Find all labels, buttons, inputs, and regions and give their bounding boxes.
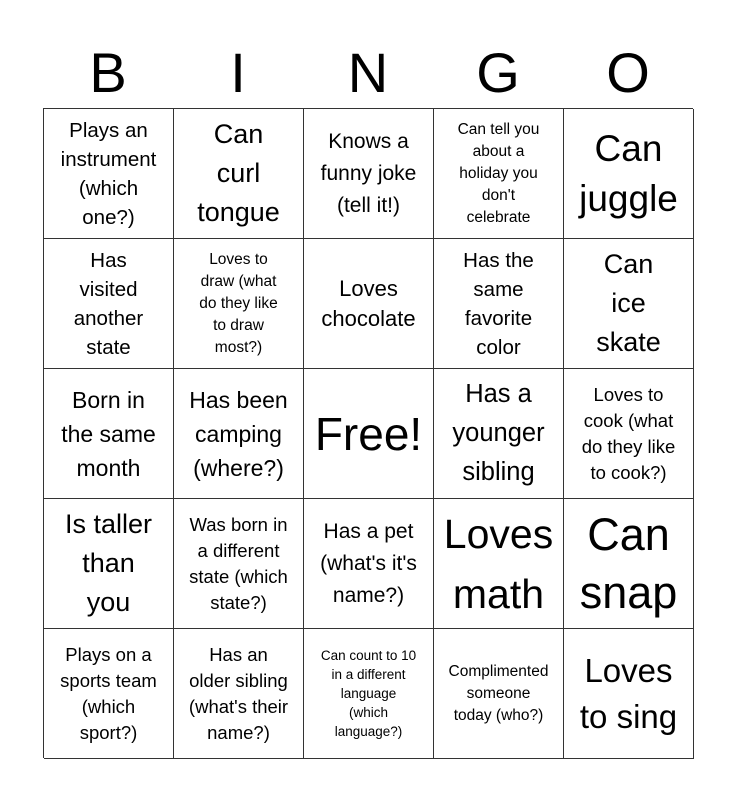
bingo-header [43,38,693,108]
bingo-cell-r1c5[interactable] [564,109,694,239]
cell-text: Has a pet (what's it's name?) [320,519,417,607]
bingo-cell-r2c2[interactable] [174,239,304,369]
cell-text: Was born in a different state (which state?) [189,513,288,613]
bingo-cell-r5c1[interactable] [44,629,174,759]
bingo-cell-r1c3[interactable] [304,109,434,239]
cell-text: Has been camping (where?) [189,386,288,481]
bingo-cell-r4c1[interactable] [44,499,174,629]
bingo-cell-r4c5[interactable] [564,499,694,629]
cell-text: Can tell you about a holiday you don't celebrate [457,120,540,226]
cell-text: Has a younger sibling [452,380,545,486]
cell-text: Loves math [443,510,554,617]
header-letter-i: I [230,41,246,104]
bingo-cell-r1c4[interactable] [434,109,564,239]
header-letter-o: O [606,41,650,104]
bingo-cell-r1c2[interactable] [174,109,304,239]
header-letter-n: N [347,41,389,104]
cell-text: Born in the same month [61,386,156,481]
cell-text: Has the same favorite color [463,248,534,359]
bingo-cell-r5c5[interactable] [564,629,694,759]
bingo-cell-r4c4[interactable] [434,499,564,629]
header-letter-g: G [476,41,520,104]
cell-text: Complimented someone today (who?) [448,662,549,724]
bingo-cell-r2c1[interactable] [44,239,174,369]
cell-text: Loves to sing [579,651,678,735]
bingo-cell-r3c2[interactable] [174,369,304,499]
bingo-cell-r3c3[interactable] [304,369,434,499]
cell-text: Can juggle [579,127,678,219]
cell-text: Knows a funny joke (tell it!) [320,129,417,217]
cell-text: Can ice skate [596,249,661,357]
cell-text: Has an older sibling (what's their name?) [188,643,289,743]
cell-text: Can curl tongue [197,119,280,227]
bingo-cell-r1c1[interactable] [44,109,174,239]
cell-text: Can count to 10 in a different language (which language?) [320,648,417,739]
bingo-cell-r5c3[interactable] [304,629,434,759]
bingo-card-grid [43,108,693,758]
cell-text: Plays on a sports team (which sport?) [60,643,157,743]
cell-text: Loves to draw (what do they like to draw most?) [199,250,278,356]
bingo-cell-r3c4[interactable] [434,369,564,499]
bingo-cell-r5c2[interactable] [174,629,304,759]
cell-text: Loves to cook (what do they like to cook?) [581,383,676,483]
cell-text: Can snap [579,508,678,618]
cell-text: Is taller than you [64,509,153,617]
bingo-cell-r4c2[interactable] [174,499,304,629]
bingo-cell-r3c5[interactable] [564,369,694,499]
cell-text: Has visited another state [73,248,144,359]
header-letter-b: B [89,41,127,104]
cell-text: Loves chocolate [321,275,416,331]
bingo-cell-r5c4[interactable] [434,629,564,759]
bingo-cell-r2c3[interactable] [304,239,434,369]
free-space: Free! [314,407,423,460]
bingo-cell-r4c3[interactable] [304,499,434,629]
bingo-cell-r2c4[interactable] [434,239,564,369]
bingo-cell-r2c5[interactable] [564,239,694,369]
bingo-cell-r3c1[interactable] [44,369,174,499]
cell-text: Plays an instrument (which one?) [60,118,157,229]
